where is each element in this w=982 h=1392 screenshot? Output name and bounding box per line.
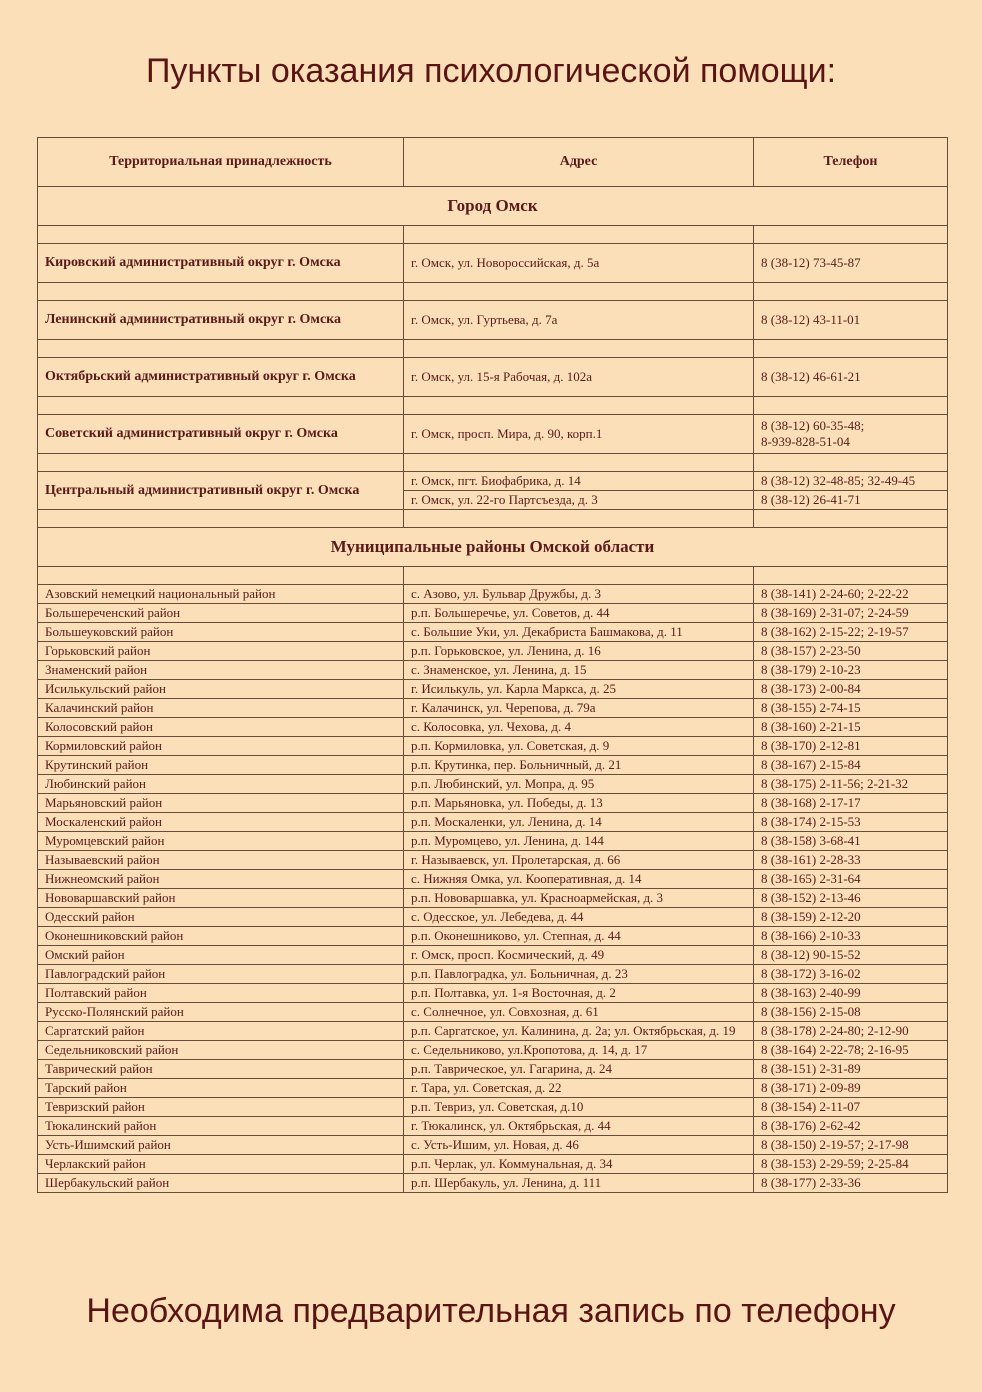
table-row: [38, 889, 948, 908]
empty-cell: [38, 510, 404, 528]
rayon-address: с. Седельниково, ул.Кропотова, д. 14, д. 17: [404, 1041, 754, 1060]
rayon-name: Тарский район: [38, 1079, 404, 1098]
page-title: Пункты оказания психологической помощи:: [145, 52, 837, 90]
rayon-name: Усть-Ишимский район: [38, 1136, 404, 1155]
rayon-phone: 8 (38-177) 2-33-36: [754, 1174, 948, 1193]
rayon-phone: 8 (38-162) 2-15-22; 2-19-57: [754, 623, 948, 642]
spacer-row: [38, 510, 948, 528]
table-row: [38, 1003, 948, 1022]
empty-cell: [754, 454, 948, 472]
table-row: [38, 1041, 948, 1060]
table-header-row: [38, 138, 948, 187]
rayon-name: Муромцевский район: [38, 832, 404, 851]
rayon-name: Черлакский район: [38, 1155, 404, 1174]
rayon-address: г. Калачинск, ул. Черепова, д. 79а: [404, 699, 754, 718]
rayon-address: р.п. Крутинка, пер. Больничный, д. 21: [404, 756, 754, 775]
rayon-phone: 8 (38-167) 2-15-84: [754, 756, 948, 775]
okrug-address: г. Омск, ул. 15-я Рабочая, д. 102а: [404, 358, 754, 397]
rayon-phone: 8 (38-150) 2-19-57; 2-17-98: [754, 1136, 948, 1155]
rayon-phone: 8 (38-173) 2-00-84: [754, 680, 948, 699]
rayon-address: р.п. Саргатское, ул. Калинина, д. 2а; ул. Октябрьская, д. 19: [404, 1022, 754, 1041]
table-row: [38, 775, 948, 794]
rayon-phone: 8 (38-161) 2-28-33: [754, 851, 948, 870]
rayon-phone: 8 (38-159) 2-12-20: [754, 908, 948, 927]
rayon-address: с. Колосовка, ул. Чехова, д. 4: [404, 718, 754, 737]
table-row: [38, 623, 948, 642]
section-title-city: Город Омск: [38, 187, 948, 226]
empty-cell: [754, 567, 948, 585]
rayon-name: Калачинский район: [38, 699, 404, 718]
rayon-phone: 8 (38-153) 2-29-59; 2-25-84: [754, 1155, 948, 1174]
okrug-name: Центральный административный округ г. Омска: [38, 472, 404, 510]
empty-cell: [38, 283, 404, 301]
okrug-row: [38, 358, 948, 397]
table-row: [38, 680, 948, 699]
rayon-address: р.п. Марьяновка, ул. Победы, д. 13: [404, 794, 754, 813]
rayon-phone: 8 (38-178) 2-24-80; 2-12-90: [754, 1022, 948, 1041]
okrug-phone: 8 (38-12) 26-41-71: [754, 491, 948, 510]
spacer-row: [38, 567, 948, 585]
okrug-row: [38, 415, 948, 454]
spacer-row: [38, 340, 948, 358]
empty-cell: [404, 226, 754, 244]
rayon-address: р.п. Горьковское, ул. Ленина, д. 16: [404, 642, 754, 661]
table-row: [38, 699, 948, 718]
rayon-name: Любинский район: [38, 775, 404, 794]
rayon-name: Нововаршавский район: [38, 889, 404, 908]
table-row: [38, 1079, 948, 1098]
table-row: [38, 851, 948, 870]
okrug-phone: 8 (38-12) 43-11-01: [754, 301, 948, 340]
column-header-phone: Телефон: [754, 138, 948, 187]
rayon-name: Колосовский район: [38, 718, 404, 737]
rayon-phone: 8 (38-156) 2-15-08: [754, 1003, 948, 1022]
footer-note: Необходима предварительная запись по телефону: [86, 1292, 896, 1330]
rayon-address: р.п. Любинский, ул. Мопра, д. 95: [404, 775, 754, 794]
okrug-phone-line: 8 (38-12) 60-35-48;: [761, 418, 865, 433]
okrug-name: Ленинский административный округ г. Омска: [38, 301, 404, 340]
table-row: [38, 832, 948, 851]
rayon-name: Омский район: [38, 946, 404, 965]
rayon-address: с. Солнечное, ул. Совхозная, д. 61: [404, 1003, 754, 1022]
okrug-phone-line: 8-939-828-51-04: [761, 434, 850, 449]
okrug-phone: [754, 415, 948, 454]
okrug-address: г. Омск, ул. Новороссийская, д. 5а: [404, 244, 754, 283]
rayon-name: Большереченский район: [38, 604, 404, 623]
rayon-name: Исилькульский район: [38, 680, 404, 699]
table-row: [38, 661, 948, 680]
rayon-address: г. Тюкалинск, ул. Октябрьская, д. 44: [404, 1117, 754, 1136]
table-row: [38, 718, 948, 737]
empty-cell: [38, 454, 404, 472]
table-row: [38, 1022, 948, 1041]
rayon-name: Таврический район: [38, 1060, 404, 1079]
table-row: [38, 813, 948, 832]
okrug-address: г. Омск, пгт. Биофабрика, д. 14: [404, 472, 754, 491]
rayon-name: Павлоградский район: [38, 965, 404, 984]
rayon-phone: 8 (38-172) 3-16-02: [754, 965, 948, 984]
rayon-name: Оконешниковский район: [38, 927, 404, 946]
rayon-address: р.п. Павлоградка, ул. Больничная, д. 23: [404, 965, 754, 984]
rayon-address: р.п. Тевриз, ул. Советская, д.10: [404, 1098, 754, 1117]
rayon-name: Саргатский район: [38, 1022, 404, 1041]
rayon-phone: 8 (38-176) 2-62-42: [754, 1117, 948, 1136]
rayon-name: Кормиловский район: [38, 737, 404, 756]
rayon-address: р.п. Москаленки, ул. Ленина, д. 14: [404, 813, 754, 832]
okrug-phone: 8 (38-12) 73-45-87: [754, 244, 948, 283]
rayon-address: с. Азово, ул. Бульвар Дружбы, д. 3: [404, 585, 754, 604]
spacer-row: [38, 454, 948, 472]
rayon-address: р.п. Полтавка, ул. 1-я Восточная, д. 2: [404, 984, 754, 1003]
rayon-name: Тюкалинский район: [38, 1117, 404, 1136]
rayon-name: Крутинский район: [38, 756, 404, 775]
rayon-phone: 8 (38-141) 2-24-60; 2-22-22: [754, 585, 948, 604]
rayon-phone: 8 (38-157) 2-23-50: [754, 642, 948, 661]
table-row: [38, 1136, 948, 1155]
table-row: [38, 756, 948, 775]
rayon-phone: 8 (38-179) 2-10-23: [754, 661, 948, 680]
rayon-name: Русско-Полянский район: [38, 1003, 404, 1022]
rayon-name: Большеуковский район: [38, 623, 404, 642]
rayon-phone: 8 (38-151) 2-31-89: [754, 1060, 948, 1079]
empty-cell: [754, 397, 948, 415]
empty-cell: [38, 226, 404, 244]
okrug-row: [38, 244, 948, 283]
rayon-name: Москаленский район: [38, 813, 404, 832]
rayon-phone: 8 (38-152) 2-13-46: [754, 889, 948, 908]
rayon-address: р.п. Шербакуль, ул. Ленина, д. 111: [404, 1174, 754, 1193]
rayon-address: г. Омск, просп. Космический, д. 49: [404, 946, 754, 965]
spacer-row: [38, 397, 948, 415]
rayon-phone: 8 (38-171) 2-09-89: [754, 1079, 948, 1098]
rayon-phone: 8 (38-175) 2-11-56; 2-21-32: [754, 775, 948, 794]
empty-cell: [404, 283, 754, 301]
rayon-address: с. Большие Уки, ул. Декабриста Башмакова, д. 11: [404, 623, 754, 642]
table-row: [38, 794, 948, 813]
rayon-address: с. Усть-Ишим, ул. Новая, д. 46: [404, 1136, 754, 1155]
okrug-name: Советский административный округ г. Омска: [38, 415, 404, 454]
rayon-address: р.п. Таврическое, ул. Гагарина, д. 24: [404, 1060, 754, 1079]
rayon-name: Одесский район: [38, 908, 404, 927]
rayon-address: р.п. Нововаршавка, ул. Красноармейская, д. 3: [404, 889, 754, 908]
okrug-name: Октябрьский административный округ г. Омска: [38, 358, 404, 397]
rayon-address: г. Тара, ул. Советская, д. 22: [404, 1079, 754, 1098]
rayon-phone: 8 (38-169) 2-31-07; 2-24-59: [754, 604, 948, 623]
empty-cell: [404, 397, 754, 415]
table-row: [38, 1060, 948, 1079]
rayon-address: р.п. Кормиловка, ул. Советская, д. 9: [404, 737, 754, 756]
rayon-address: с. Нижняя Омка, ул. Кооперативная, д. 14: [404, 870, 754, 889]
table-row: [38, 965, 948, 984]
rayon-name: Шербакульский район: [38, 1174, 404, 1193]
rayon-phone: 8 (38-165) 2-31-64: [754, 870, 948, 889]
table-row: [38, 870, 948, 889]
empty-cell: [38, 397, 404, 415]
table-row: [38, 642, 948, 661]
okrug-name: Кировский административный округ г. Омска: [38, 244, 404, 283]
rayon-address: с. Знаменское, ул. Ленина, д. 15: [404, 661, 754, 680]
rayon-phone: 8 (38-158) 3-68-41: [754, 832, 948, 851]
okrug-phone: 8 (38-12) 32-48-85; 32-49-45: [754, 472, 948, 491]
table-row: [38, 604, 948, 623]
rayon-phone: 8 (38-154) 2-11-07: [754, 1098, 948, 1117]
rayon-address: р.п. Оконешниково, ул. Степная, д. 44: [404, 927, 754, 946]
empty-cell: [754, 510, 948, 528]
section-row-city: [38, 187, 948, 226]
rayon-phone: 8 (38-168) 2-17-17: [754, 794, 948, 813]
okrug-row-central: [38, 472, 948, 491]
empty-cell: [404, 454, 754, 472]
rayon-name: Тевризский район: [38, 1098, 404, 1117]
okrug-phone: 8 (38-12) 46-61-21: [754, 358, 948, 397]
table-row: [38, 737, 948, 756]
empty-cell: [754, 340, 948, 358]
rayon-phone: 8 (38-155) 2-74-15: [754, 699, 948, 718]
rayon-phone: 8 (38-160) 2-21-15: [754, 718, 948, 737]
empty-cell: [754, 226, 948, 244]
table-row: [38, 585, 948, 604]
column-header-territory: Территориальная принадлежность: [38, 138, 404, 187]
spacer-row: [38, 283, 948, 301]
section-title-region: Муниципальные районы Омской области: [38, 528, 948, 567]
section-row-region: [38, 528, 948, 567]
rayon-name: Седельниковский район: [38, 1041, 404, 1060]
table-row: [38, 984, 948, 1003]
rayon-name: Азовский немецкий национальный район: [38, 585, 404, 604]
rayon-name: Называевский район: [38, 851, 404, 870]
table-row: [38, 946, 948, 965]
rayon-phone: 8 (38-174) 2-15-53: [754, 813, 948, 832]
rayon-name: Марьяновский район: [38, 794, 404, 813]
okrug-row: [38, 301, 948, 340]
spacer-row: [38, 226, 948, 244]
rayon-address: г. Называевск, ул. Пролетарская, д. 66: [404, 851, 754, 870]
rayon-phone: 8 (38-164) 2-22-78; 2-16-95: [754, 1041, 948, 1060]
empty-cell: [404, 340, 754, 358]
empty-cell: [38, 340, 404, 358]
empty-cell: [38, 567, 404, 585]
help-points-table: [37, 137, 948, 1193]
column-header-address: Адрес: [404, 138, 754, 187]
table-row: [38, 908, 948, 927]
table-row: [38, 1117, 948, 1136]
table-row: [38, 1098, 948, 1117]
table-row: [38, 927, 948, 946]
rayon-name: Нижнеомский район: [38, 870, 404, 889]
rayon-address: р.п. Большеречье, ул. Советов, д. 44: [404, 604, 754, 623]
empty-cell: [754, 283, 948, 301]
rayon-name: Полтавский район: [38, 984, 404, 1003]
okrug-address: г. Омск, ул. Гуртьева, д. 7а: [404, 301, 754, 340]
table-row: [38, 1155, 948, 1174]
empty-cell: [404, 510, 754, 528]
rayon-name: Горьковский район: [38, 642, 404, 661]
rayon-address: р.п. Черлак, ул. Коммунальная, д. 34: [404, 1155, 754, 1174]
rayon-phone: 8 (38-163) 2-40-99: [754, 984, 948, 1003]
table-row: [38, 1174, 948, 1193]
rayon-address: г. Исилькуль, ул. Карла Маркса, д. 25: [404, 680, 754, 699]
rayon-name: Знаменский район: [38, 661, 404, 680]
rayon-address: с. Одесское, ул. Лебедева, д. 44: [404, 908, 754, 927]
rayon-phone: 8 (38-170) 2-12-81: [754, 737, 948, 756]
rayon-phone: 8 (38-166) 2-10-33: [754, 927, 948, 946]
okrug-address: г. Омск, просп. Мира, д. 90, корп.1: [404, 415, 754, 454]
rayon-phone: 8 (38-12) 90-15-52: [754, 946, 948, 965]
okrug-address: г. Омск, ул. 22-го Партсъезда, д. 3: [404, 491, 754, 510]
rayon-address: р.п. Муромцево, ул. Ленина, д. 144: [404, 832, 754, 851]
empty-cell: [404, 567, 754, 585]
